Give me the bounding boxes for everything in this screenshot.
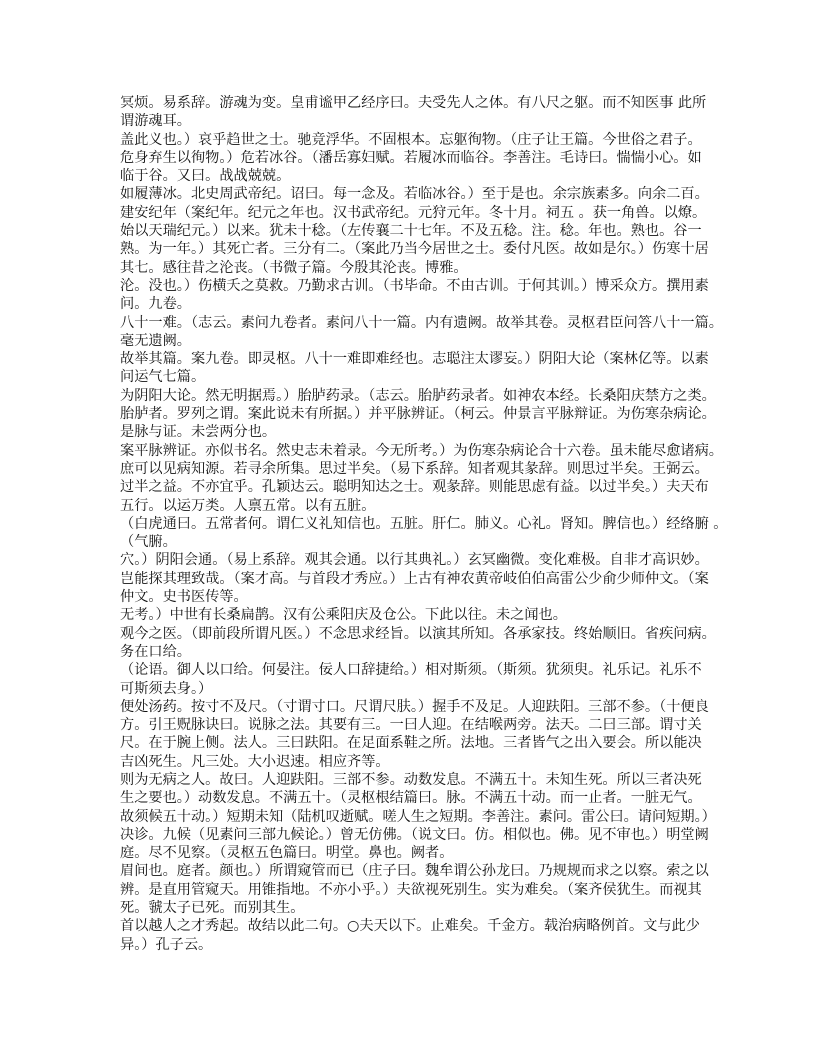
text-line: 务在口给。 (120, 643, 191, 660)
text-line: 问。九卷。 (120, 296, 191, 313)
text-line: 过半之益。不亦宜乎。孔颖达云。聪明知达之士。观彖辞。则能思虑有益。以过半矣。）夫天布 (120, 479, 709, 496)
text-line: 其七。感往昔之沦丧。（书微子篇。今殷其沦丧。博雅。 (120, 259, 468, 276)
text-line: 岂能探其理致哉。（案才高。与首段才秀应。）上古有神农黄帝岐伯伯高雷公少俞少师仲文。（案 (120, 570, 709, 587)
text-line: 毫无遗阙。 (120, 332, 191, 349)
text-line: 穴。）阴阳会通。（易上系辞。观其会通。以行其典礼。）玄冥幽微。变化难极。自非才高识妙。 (120, 552, 709, 569)
text-line: 临于谷。又曰。战战兢兢。 (120, 168, 291, 185)
text-line: 八十一难。（志云。素问九卷者。素问八十一篇。内有遗阙。故举其卷。灵枢君臣问答八十一篇。 (120, 314, 723, 331)
text-line: 是脉与证。未尝两分也。 (120, 424, 277, 441)
text-line: 生之要也。）动数发息。不满五十。（灵枢根结篇曰。脉。不满五十动。而一止者。一脏无气。 (120, 790, 702, 807)
text-line: 沦。没也。）伤横夭之莫救。乃勤求古训。（书毕命。不由古训。于何其训。）博采众方。撰用素 (120, 277, 709, 294)
text-line: 死。虢太子已死。而别其生。 (120, 900, 305, 917)
text-line: 便处汤药。按寸不及尺。（寸谓寸口。尺谓尺肤。）握手不及足。人迎趺阳。三部不参。（十便良 (120, 698, 709, 715)
text-line: 故举其篇。案九卷。即灵枢。八十一难即难经也。志聪注太谬妄。）阴阳大论（案林亿等。以素 (120, 351, 709, 368)
text-line: 决诊。九候（见素问三部九候论。）曾无仿佛。（说文曰。仿。相似也。佛。见不审也。）明堂阙 (120, 826, 709, 843)
text-line: 五行。以运万类。人禀五常。以有五脏。 (120, 497, 376, 514)
text-line: 庭。尽不见察。（灵枢五色篇曰。明堂。鼻也。阙者。 (120, 845, 454, 862)
text-line: 观今之医。（即前段所谓凡医。）不念思求经旨。以演其所知。各承家技。终始顺旧。省疾问病。 (120, 625, 716, 642)
text-line: 眉间也。庭者。颜也。）所谓窥管而已（庄子曰。魏牟谓公孙龙曰。乃规规而求之以察。索之以 (120, 863, 709, 880)
text-line: 吉凶死生。凡三处。大小迟速。相应齐等。 (120, 753, 390, 770)
text-line: 盖此义也。）哀乎趋世之士。驰竞浮华。不固根本。忘躯徇物。（庄子让王篇。今世俗之君子。 (120, 131, 702, 148)
text-line: 案平脉辨证。亦似书名。然史志未着录。今无所考。）为伤寒杂病论合十六卷。虽未能尽愈诸病。 (120, 442, 723, 459)
text-line: 方。引王贶脉诀曰。说脉之法。其要有三。一曰人迎。在结喉两旁。法天。二曰三部。谓寸关 (120, 717, 702, 734)
text-line: 冥烦。易系辞。游魂为变。皇甫谧甲乙经序曰。夫受先人之体。有八尺之躯。而不知医事 此所 (120, 95, 707, 111)
text-line: 无考。）中世有长桑扁鹊。汉有公乘阳庆及仓公。下此以往。未之闻也。 (120, 607, 567, 624)
text-line: 辨。是直用管窥天。用锥指地。不亦小乎。）夫欲视死别生。实为难矣。（案齐侯犹生。而视其 (120, 881, 702, 898)
text-line: （论语。御人以口给。何晏注。佞人口辞捷给。）相对斯须。（斯须。犹须臾。礼乐记。礼乐不 (120, 662, 702, 679)
text-line: 可斯须去身。） (120, 680, 213, 697)
text-line: 始以天瑞纪元。）以来。犹未十稔。（左传襄二十七年。不及五稔。注。稔。年也。熟也。谷一 (120, 223, 702, 240)
text-line: 谓游魂耳。 (120, 113, 191, 130)
text-line: 问运气七篇。 (120, 369, 206, 386)
text-line: 首以越人之才秀起。故结以此二句。○夫天以下。止难矣。千金方。载治病略例首。文与此少 (120, 918, 700, 935)
text-line: 尺。在于腕上侧。法人。三曰趺阳。在足面系鞋之所。法地。三者皆气之出入要会。所以能决 (120, 735, 702, 752)
text-line: 故须候五十动。）短期未知（陆机叹逝赋。嗟人生之短期。李善注。素问。雷公曰。请问短期。） (120, 808, 716, 825)
text-line: 危身弃生以徇物。）危若冰谷。（潘岳寡妇赋。若履冰而临谷。李善注。毛诗曰。惴惴小心。如 (120, 149, 702, 166)
text-line: 则为无病之人。故曰。人迎趺阳。三部不参。动数发息。不满五十。未知生死。所以三者决死 (120, 771, 702, 788)
text-line: 如履薄冰。北史周武帝纪。诏曰。每一念及。若临冰谷。）至于是也。余宗族素多。向余二百。 (120, 186, 709, 203)
text-line: 异。）孔子云。 (120, 936, 213, 953)
text-line: 庶可以见病知源。若寻余所集。思过半矣。（易下系辞。知者观其彖辞。则思过半矣。王弼云。 (120, 460, 709, 477)
text-line: （气腑。 (120, 534, 177, 551)
text-line: （白虎通曰。五常者何。谓仁义礼知信也。五脏。肝仁。肺义。心礼。肾知。脾信也。）经络腑 。 (120, 515, 728, 532)
text-line: 建安纪年（案纪年。纪元之年也。汉书武帝纪。元狩元年。冬十月。祠五 。获一角兽。以燎。 (120, 204, 707, 221)
text-line (120, 954, 700, 972)
text-line: 为阴阳大论。然无明据焉。）胎胪药录。（志云。胎胪药录者。如神农本经。长桑阳庆禁方之类。 (120, 387, 716, 404)
document-page (120, 94, 728, 972)
text-line: 仲文。史书医传等。 (120, 589, 248, 606)
text-line: 胎胪者。罗列之谓。案此说未有所据。）并平脉辨证。（柯云。仲景言平脉辩证。为伤寒杂病论。 (120, 406, 716, 423)
text-line: 熟。为一年。）其死亡者。三分有二。（案此乃当今居世之士。委付凡医。故如是尔。）伤寒十居 (120, 241, 709, 258)
